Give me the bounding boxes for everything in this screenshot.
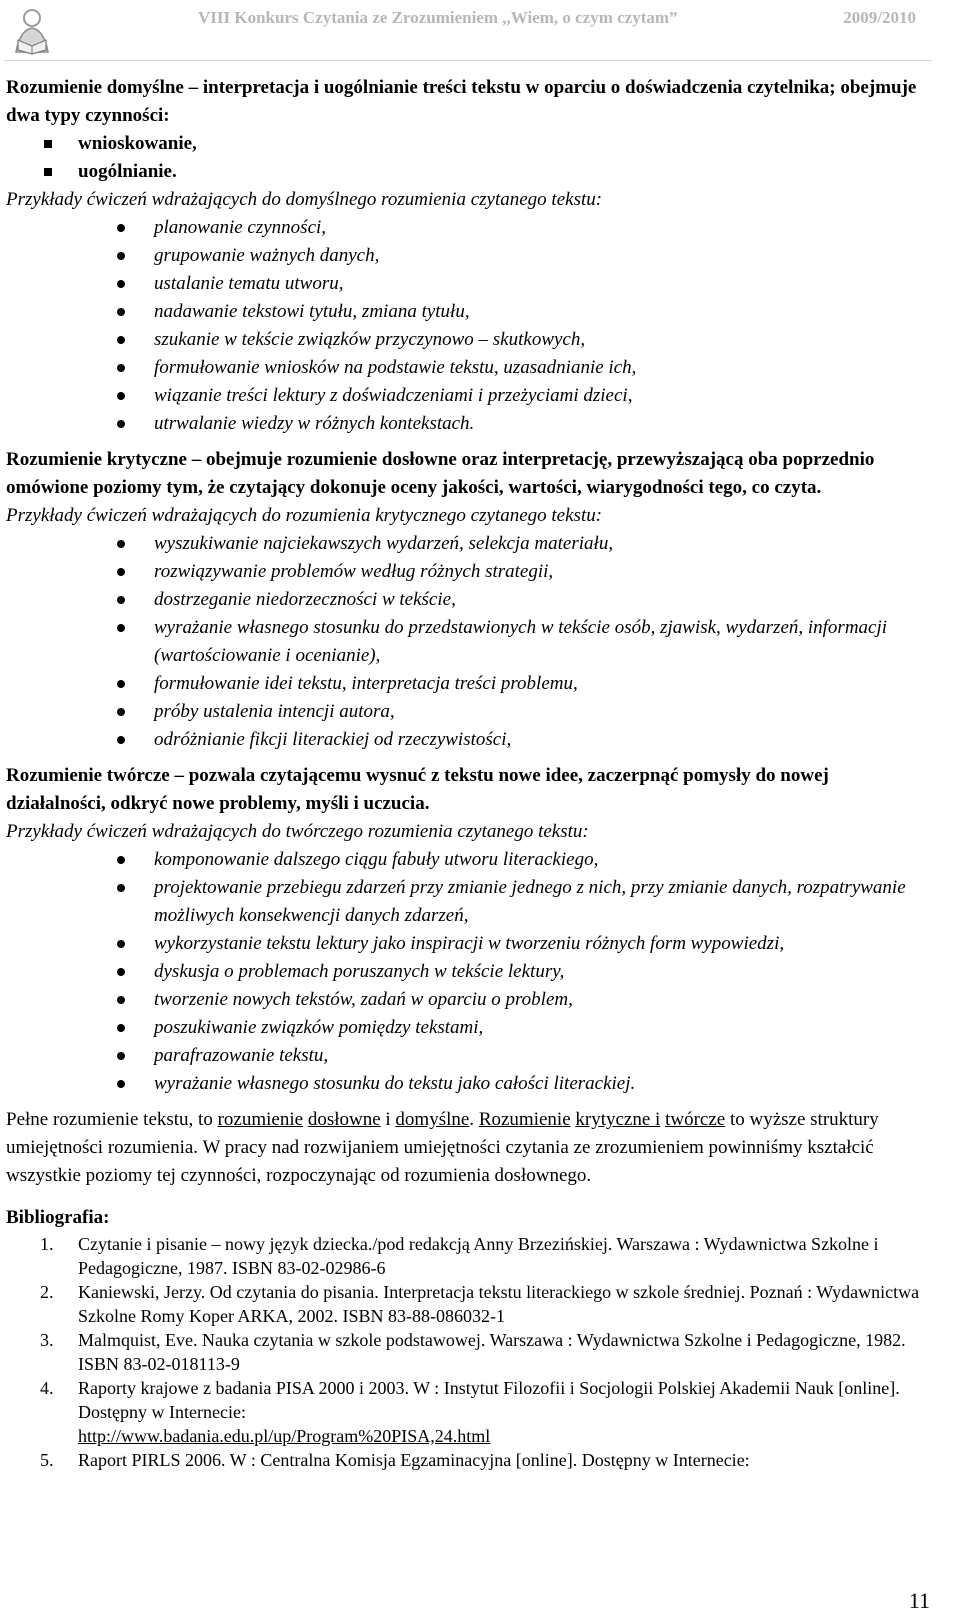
document-body xyxy=(6,74,926,1472)
bibliography-item: 1. Czytanie i pisanie – nowy język dziecka./pod redakcją Anny Brzezińskiej. Warszawa : Wydawnictwa Szkolne i Pedagogiczne, 1987. ISBN 83-02-02986-6 xyxy=(40,1234,879,1278)
list-item: rozwiązywanie problemów według różnych strategii, xyxy=(6,558,926,586)
list-item: utrwalanie wiedzy w różnych kontekstach. xyxy=(6,410,926,438)
list-item: dostrzeganie niedorzeczności w tekście, xyxy=(6,586,926,614)
implicit-examples-title: Przykłady ćwiczeń wdrażających do domyślnego rozumienia czytanego tekstu: xyxy=(6,189,603,210)
list-item: dyskusja o problemach poruszanych w tekście lektury, xyxy=(6,958,926,986)
list-item: poszukiwanie związków pomiędzy tekstami, xyxy=(6,1014,926,1042)
list-item: wiązanie treści lektury z doświadczeniami i przeżyciami dzieci, xyxy=(6,382,926,410)
list-item: odróżnianie fikcji literackiej od rzeczywistości, xyxy=(6,726,926,754)
summary-paragraph: Pełne rozumienie tekstu, to rozumienie dosłowne i domyślne. Rozumienie krytyczne i twórcze to wyższe struktury umiejętności rozumienia. W pracy nad rozwijaniem umiejętności czytania ze zrozumieniem powinniśmy kształcić wszystkie poziomy tej czynności, rozpoczynając od rozumienia dosłownego. xyxy=(6,1109,879,1186)
page-header xyxy=(0,0,960,58)
bibliography-list xyxy=(6,1232,926,1472)
list-item: wyrażanie własnego stosunku do tekstu jako całości literackiej. xyxy=(6,1070,926,1098)
page-number: 11 xyxy=(908,1588,930,1613)
implicit-examples-list xyxy=(6,214,926,438)
contest-logo-icon xyxy=(4,2,60,58)
list-item: planowanie czynności, xyxy=(6,214,926,242)
creative-examples-title: Przykłady ćwiczeń wdrażających do twórczego rozumienia czytanego tekstu: xyxy=(6,821,589,842)
bibliography-item: 5. Raport PIRLS 2006. W : Centralna Komisja Egzaminacyjna [online]. Dostępny w Internecie: xyxy=(40,1450,750,1470)
header-title: VIII Konkurs Czytania ze Zrozumieniem ,,Wiem, o czym czytam” xyxy=(198,8,678,27)
implicit-definition: Rozumienie domyślne – interpretacja i uogólnianie treści tekstu w oparciu o doświadczenia czytelnika; obejmuje dwa typy czynności: xyxy=(6,77,917,126)
bibliography-item: 2. Kaniewski, Jerzy. Od czytania do pisania. Interpretacja tekstu literackiego w szkole średniej. Poznań : Wydawnictwa Szkolne Romy Koper ARKA, 2002. ISBN 83-88-086032-1 xyxy=(40,1282,920,1326)
header-divider xyxy=(4,60,932,61)
bibliography-link[interactable]: http://www.badania.edu.pl/up/Program%20PISA,24.html xyxy=(78,1426,491,1446)
list-item: ustalanie tematu utworu, xyxy=(6,270,926,298)
critical-examples-list xyxy=(6,530,926,754)
list-item: komponowanie dalszego ciągu fabuły utworu literackiego, xyxy=(6,846,926,874)
list-item: formułowanie wniosków na podstawie tekstu, uzasadnianie ich, xyxy=(6,354,926,382)
creative-examples-list xyxy=(6,846,926,1098)
list-item: grupowanie ważnych danych, xyxy=(6,242,926,270)
critical-examples-title: Przykłady ćwiczeń wdrażających do rozumienia krytycznego czytanego tekstu: xyxy=(6,505,603,526)
list-item: wyszukiwanie najciekawszych wydarzeń, selekcja materiału, xyxy=(6,530,926,558)
bibliography-item: 3. Malmquist, Eve. Nauka czytania w szkole podstawowej. Warszawa : Wydawnictwa Szkolne i Pedagogiczne, 1982. ISBN 83-02-018113-9 xyxy=(40,1330,906,1374)
bibliography-title: Bibliografia: xyxy=(6,1207,110,1228)
list-item: wyrażanie własnego stosunku do przedstawionych w tekście osób, zjawisk, wydarzeń, informacji (wartościowanie i ocenianie), xyxy=(6,614,926,670)
list-item: tworzenie nowych tekstów, zadań w oparciu o problem, xyxy=(6,986,926,1014)
creative-definition: Rozumienie twórcze – pozwala czytającemu wysnuć z tekstu nowe idee, zaczerpnąć pomysły do nowej działalności, odkryć nowe problemy, myśli i uczucia. xyxy=(6,765,829,814)
bibliography-item: 4. Raporty krajowe z badania PISA 2000 i 2003. W : Instytut Filozofii i Socjologii Polskiej Akademii Nauk [online]. Dostępny w Internecie: http://www.badania.edu.pl/up/Program%20PISA,24.html xyxy=(40,1378,900,1446)
critical-definition: Rozumienie krytyczne – obejmuje rozumienie dosłowne oraz interpretację, przewyższającą oba poprzednio omówione poziomy tym, że czytający dokonuje oceny jakości, wartości, wiarygodności tego, co czyta. xyxy=(6,449,875,498)
list-item: uogólnianie. xyxy=(6,158,926,186)
list-item: formułowanie idei tekstu, interpretacja treści problemu, xyxy=(6,670,926,698)
list-item: nadawanie tekstowi tytułu, zmiana tytułu, xyxy=(6,298,926,326)
list-item: wnioskowanie, xyxy=(6,130,926,158)
header-year: 2009/2010 xyxy=(843,8,916,27)
list-item: projektowanie przebiegu zdarzeń przy zmianie jednego z nich, przy zmianie danych, rozpatrywanie możliwych konsekwencji danych zdarzeń, xyxy=(6,874,926,930)
list-item: parafrazowanie tekstu, xyxy=(6,1042,926,1070)
list-item: szukanie w tekście związków przyczynowo – skutkowych, xyxy=(6,326,926,354)
list-item: wykorzystanie tekstu lektury jako inspiracji w tworzeniu różnych form wypowiedzi, xyxy=(6,930,926,958)
list-item: próby ustalenia intencji autora, xyxy=(6,698,926,726)
implicit-types-list xyxy=(6,130,926,186)
